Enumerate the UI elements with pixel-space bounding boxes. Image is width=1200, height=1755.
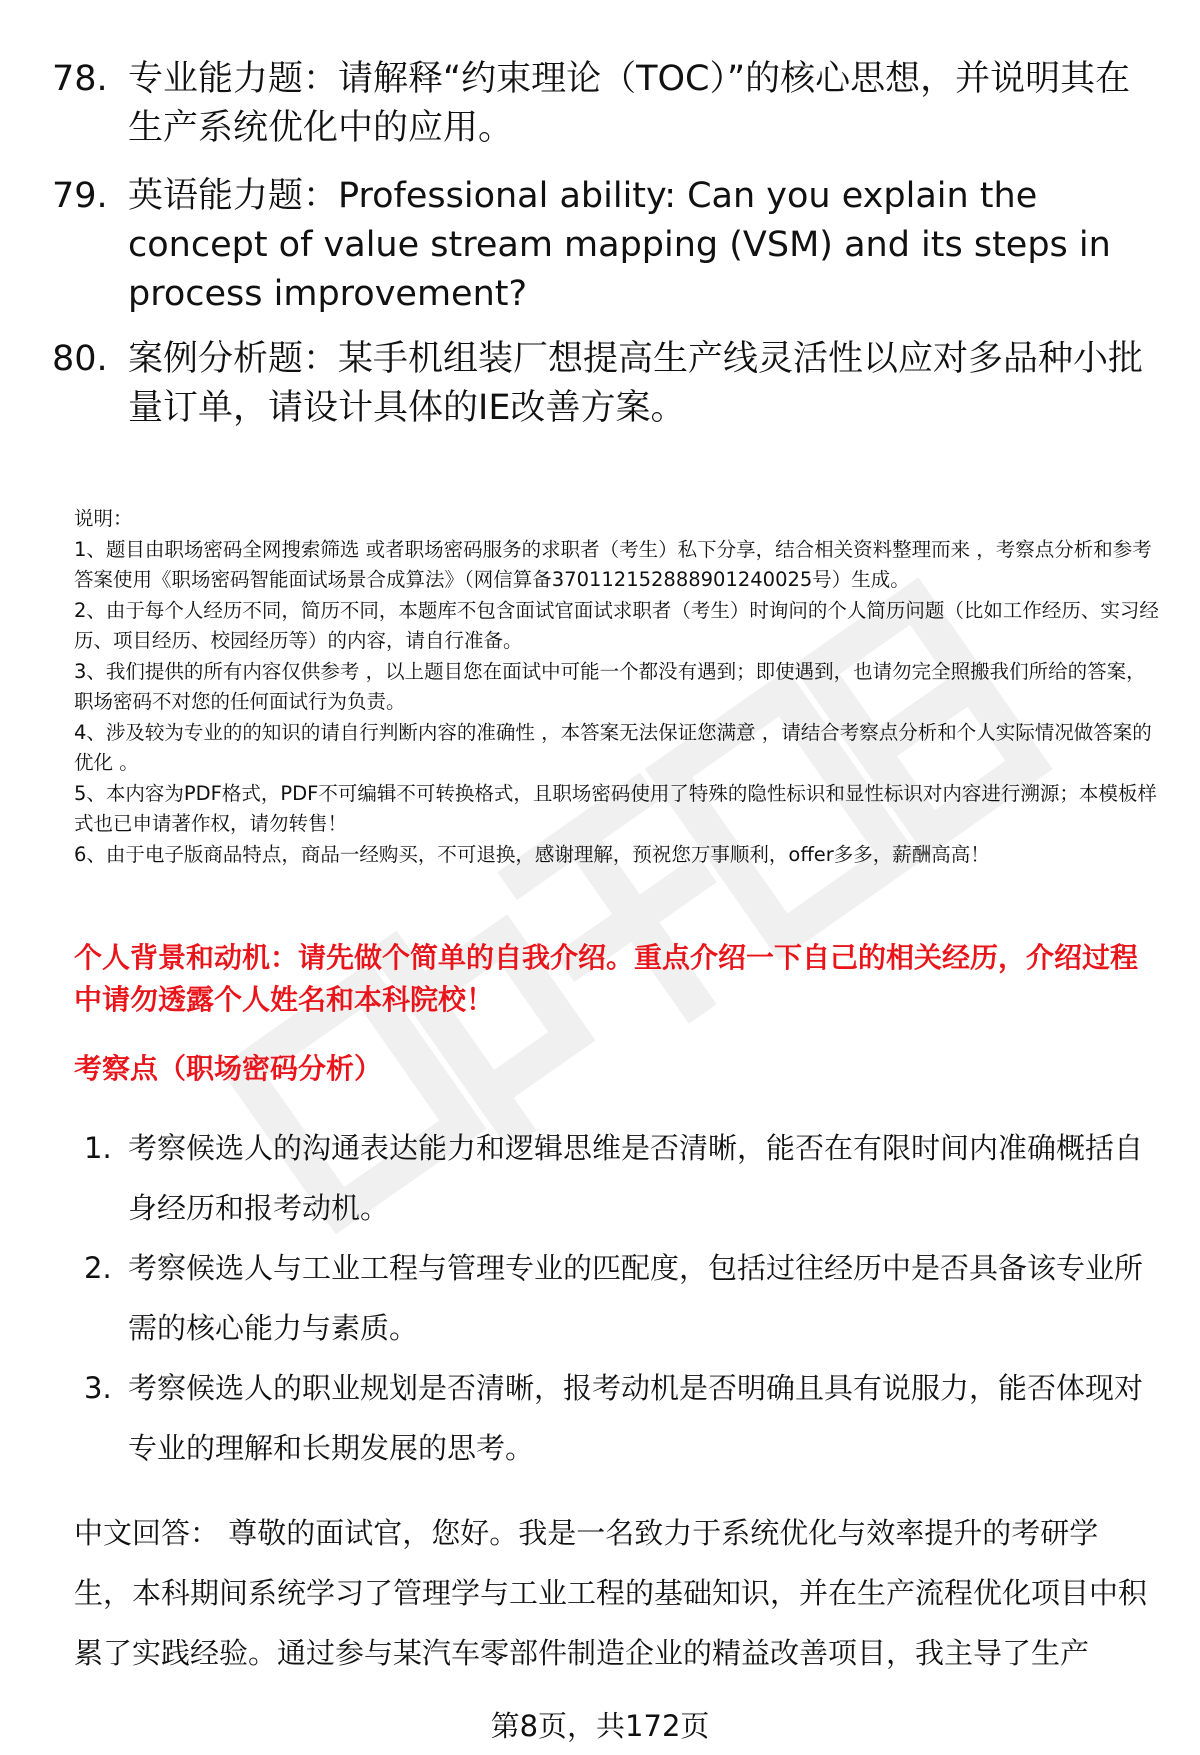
question-item [52, 55, 1152, 153]
question-number: 79. [52, 176, 108, 216]
analysis-point-text: 考察候选人的沟通表达能力和逻辑思维是否清晰，能否在有限时间内准确概括自身经历和报考动机。 [128, 1131, 1144, 1225]
note-item: 1、题目由职场密码全网搜索筛选 或者职场密码服务的求职者（考生）私下分享，结合相关资料整理而来 ，考察点分析和参考答案使用《职场密码智能面试场景合成算法》（网信算备370112152888901240025号）生成。 [74, 537, 1152, 591]
question-text: 英语能力题：Professional ability: Can you explain the concept of value stream mapping (VSM) and its steps in process improvement? [128, 176, 1111, 314]
analysis-title: 考察点（职场密码分析） [74, 1052, 383, 1085]
question-text: 专业能力题：请解释“约束理论（TOC）”的核心思想，并说明其在生产系统优化中的应用。 [128, 59, 1131, 148]
notes-title: 说明： [74, 507, 133, 530]
analysis-point-number: 2. [84, 1251, 112, 1285]
question-text: 案例分析题：某手机组装厂想提高生产线灵活性以应对多品种小批量订单，请设计具体的IE改善方案。 [128, 339, 1144, 428]
note-item: 5、本内容为PDF格式，PDF不可编辑不可转换格式，且职场密码使用了特殊的隐性标识和显性标识对内容进行溯源；本模板样式也已申请著作权，请勿转售！ [74, 781, 1157, 835]
question-number: 78. [52, 59, 108, 99]
note-item: 2、由于每个人经历不同，简历不同，本题库不包含面试官面试求职者（考生）时询问的个人简历问题（比如工作经历、实习经历、项目经历、校园经历等）的内容，请自行准备。 [74, 598, 1159, 652]
question-item [52, 335, 1152, 433]
analysis-point-text: 考察候选人与工业工程与管理专业的匹配度，包括过往经历中是否具备该专业所需的核心能力与素质。 [128, 1251, 1144, 1345]
answer-text: 尊敬的面试官，您好。我是一名致力于系统优化与效率提升的考研学生，本科期间系统学习了管理学与工业工程的基础知识，并在生产流程优化项目中积累了实践经验。通过参与某汽车零部件制造企业的精益改善项目，我主导了生产 [74, 1516, 1148, 1670]
page-number: 第8页，共172页 [490, 1709, 710, 1743]
analysis-point [82, 1238, 1162, 1358]
analysis-point-text: 考察候选人的职业规划是否清晰，报考动机是否明确且具有说服力，能否体现对专业的理解和长期发展的思考。 [128, 1371, 1144, 1465]
question-item [52, 172, 1152, 319]
section-title: 个人背景和动机：请先做个简单的自我介绍。重点介绍一下自己的相关经历，介绍过程中请勿透露个人姓名和本科院校！ [74, 941, 1139, 1016]
note-item: 4、涉及较为专业的的知识的请自行判断内容的准确性 ，本答案无法保证您满意 ，请结合考察点分析和个人实际情况做答案的优化 。 [74, 720, 1152, 774]
note-item: 3、我们提供的所有内容仅供参考 ，以上题目您在面试中可能一个都没有遇到；即使遇到，也请勿完全照搬我们所给的答案，职场密码不对您的任何面试行为负责。 [74, 659, 1146, 713]
notes-block [74, 504, 1164, 870]
analysis-point [82, 1118, 1162, 1238]
answer-label: 中文回答： [74, 1516, 220, 1550]
analysis-point-number: 1. [84, 1131, 112, 1165]
answer-block [74, 1503, 1154, 1683]
analysis-point-number: 3. [84, 1371, 112, 1405]
note-item: 6、由于电子版商品特点，商品一经购买，不可退换，感谢理解，预祝您万事顺利，offer多多，薪酬高高！ [74, 842, 990, 866]
analysis-point [82, 1358, 1162, 1478]
analysis-points-list [82, 1118, 1162, 1478]
question-number: 80. [52, 339, 108, 379]
